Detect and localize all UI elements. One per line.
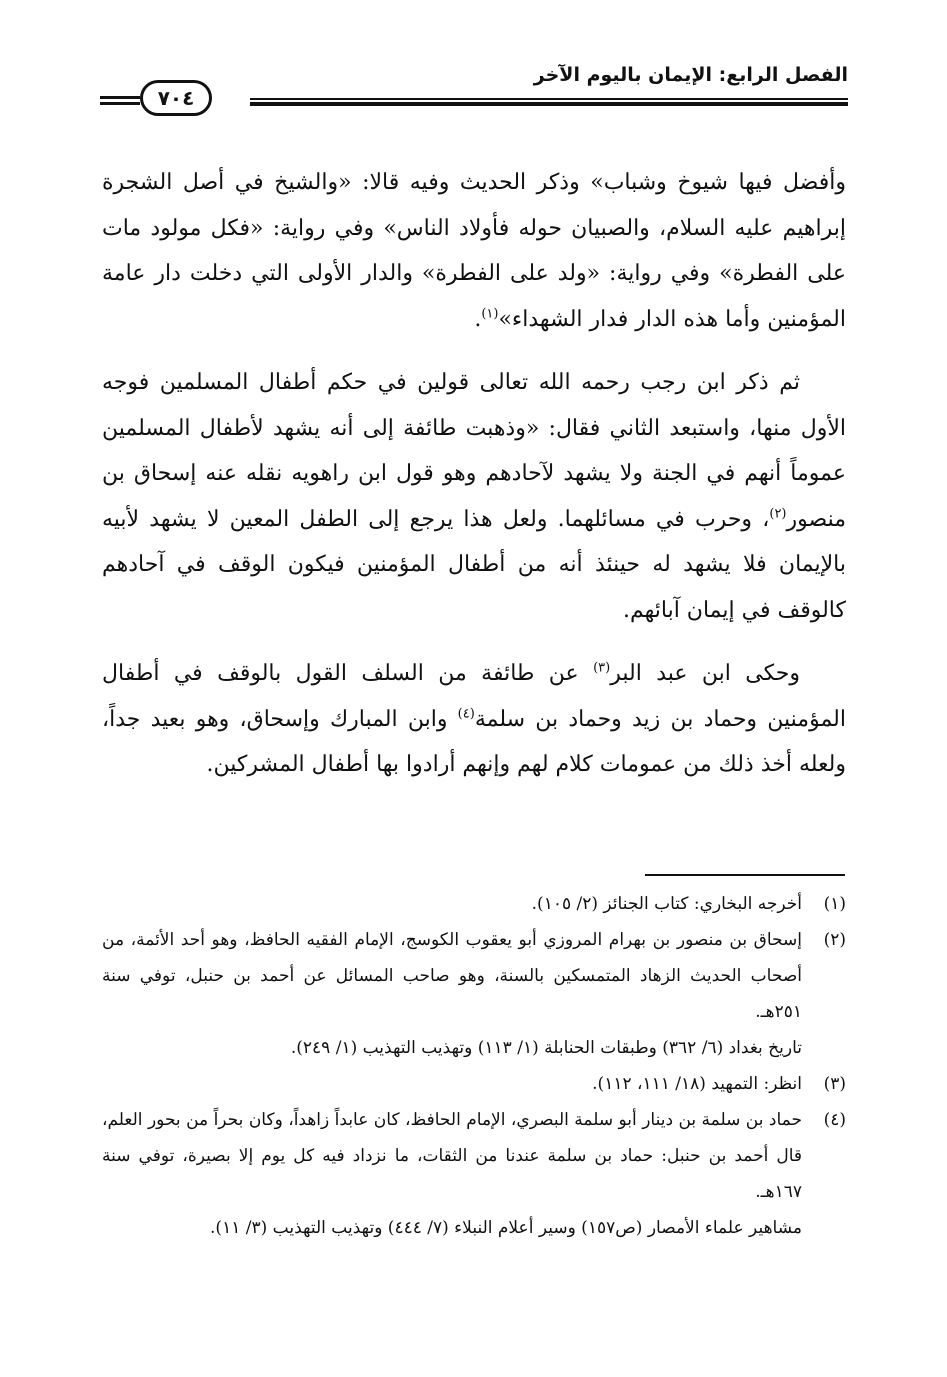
paragraph-text: وحكى ابن عبد البر xyxy=(610,661,800,686)
paragraph-text: وأفضل فيها شيوخ وشباب» وذكر الحديث وفيه قالا: «والشيخ في أصل الشجرة إبراهيم عليه السلام، والصبيان حوله فأولاد الناس» وفي رواية: «فكل مولود مات على الفطرة» وفي رواية: «ولد على الفطرة» والدار الأولى التي دخلت دار عامة المؤمنين وأما هذه الدار فدار الشهداء» xyxy=(102,170,846,332)
badge-tail-line xyxy=(100,102,140,105)
footnote-text: إسحاق بن منصور بن بهرام المروزي أبو يعقوب الكوسج، الإمام الفقيه الحافظ، وهو أحد الأئمة، من أصحاب الحديث الزهاد المتمسكين بالسنة، وهو صاحب المسائل عن أحمد بن حنبل، توفي سنة ٢٥١هـ. xyxy=(102,930,802,1022)
footnote-number: (٤) xyxy=(823,1110,846,1130)
footnote-3 xyxy=(102,1066,846,1102)
footnote-marker: (٤) xyxy=(457,706,475,722)
paragraph-1 xyxy=(102,160,846,342)
running-title: الفصل الرابع: الإيمان باليوم الآخر xyxy=(533,64,848,86)
footnote-marker: (٢) xyxy=(769,506,787,522)
footnote-number: (٣) xyxy=(823,1074,846,1094)
footnote-text: أخرجه البخاري: كتاب الجنائز (٢/ ١٠٥). xyxy=(531,894,802,914)
page-header xyxy=(100,62,848,120)
footnote-separator xyxy=(645,874,845,876)
footnote-text: حماد بن سلمة بن دينار أبو سلمة البصري، الإمام الحافظ، كان عابداً زاهداً، وكان بحراً من بحور العلم، قال أحمد بن حنبل: حماد بن سلمة عندنا من الثقات، ما نزداد فيه كل يوم إلا بصيرة، توفي سنة ١٦٧هـ. xyxy=(102,1110,802,1202)
paragraph-text: ثم ذكر ابن رجب رحمه الله تعالى قولين في حكم أطفال المسلمين فوجه الأول منها، واستبعد الثاني فقال: «وذهبت طائفة إلى أنه يشهد لأطفال المسلمين عموماً أنهم في الجنة ولا يشهد لآحادهم وهو قول ابن راهويه نقله عنه إسحاق بن منصور xyxy=(102,370,846,532)
page-number: ٧٠٤ xyxy=(157,86,195,110)
footnote-4 xyxy=(102,1102,846,1246)
header-rule-thick xyxy=(250,102,848,106)
footnote-marker: (٣) xyxy=(593,660,611,676)
footnote-number: (١) xyxy=(823,894,846,914)
paragraph-text: عن طائفة من السلف القول بالوقف في أطفال المؤمنين وحماد بن زيد وحماد بن سلمة xyxy=(102,661,846,732)
badge-tail-line xyxy=(100,96,140,99)
paragraph-3 xyxy=(102,651,846,788)
footnote-1 xyxy=(102,886,846,922)
footnote-reference: تاريخ بغداد (٦/ ٣٦٢) وطبقات الحنابلة (١/ ١١٣) وتهذيب التهذيب (١/ ٢٤٩). xyxy=(290,1038,802,1058)
page-number-badge xyxy=(140,80,212,116)
paragraph-text: وابن المبارك وإسحاق، وهو بعيد جداً، ولعله أخذ ذلك من عمومات كلام لهم وإنهم أرادوا بها أطفال المشركين. xyxy=(102,706,846,777)
footnote-marker: (١) xyxy=(481,306,499,322)
paragraph-text: ، وحرب في مسائلهما. ولعل هذا يرجع إلى الطفل المعين لا يشهد لأبيه بالإيمان فلا يشهد له حينئذ أنه من أطفال المؤمنين فيكون الوقف في آحادهم كالوقف في إيمان آبائهم. xyxy=(102,506,846,623)
header-rule-thin xyxy=(250,98,848,100)
footnote-text: انظر: التمهيد (١٨/ ١١١، ١١٢). xyxy=(592,1074,802,1094)
paragraph-end: . xyxy=(474,306,482,332)
footnote-number: (٢) xyxy=(823,930,846,950)
footnotes xyxy=(102,886,846,1246)
footnote-2 xyxy=(102,922,846,1066)
main-text xyxy=(102,160,846,788)
footnote-reference: مشاهير علماء الأمصار (ص١٥٧) وسير أعلام النبلاء (٧/ ٤٤٤) وتهذيب التهذيب (٣/ ١١). xyxy=(210,1218,802,1238)
paragraph-2 xyxy=(102,360,846,633)
